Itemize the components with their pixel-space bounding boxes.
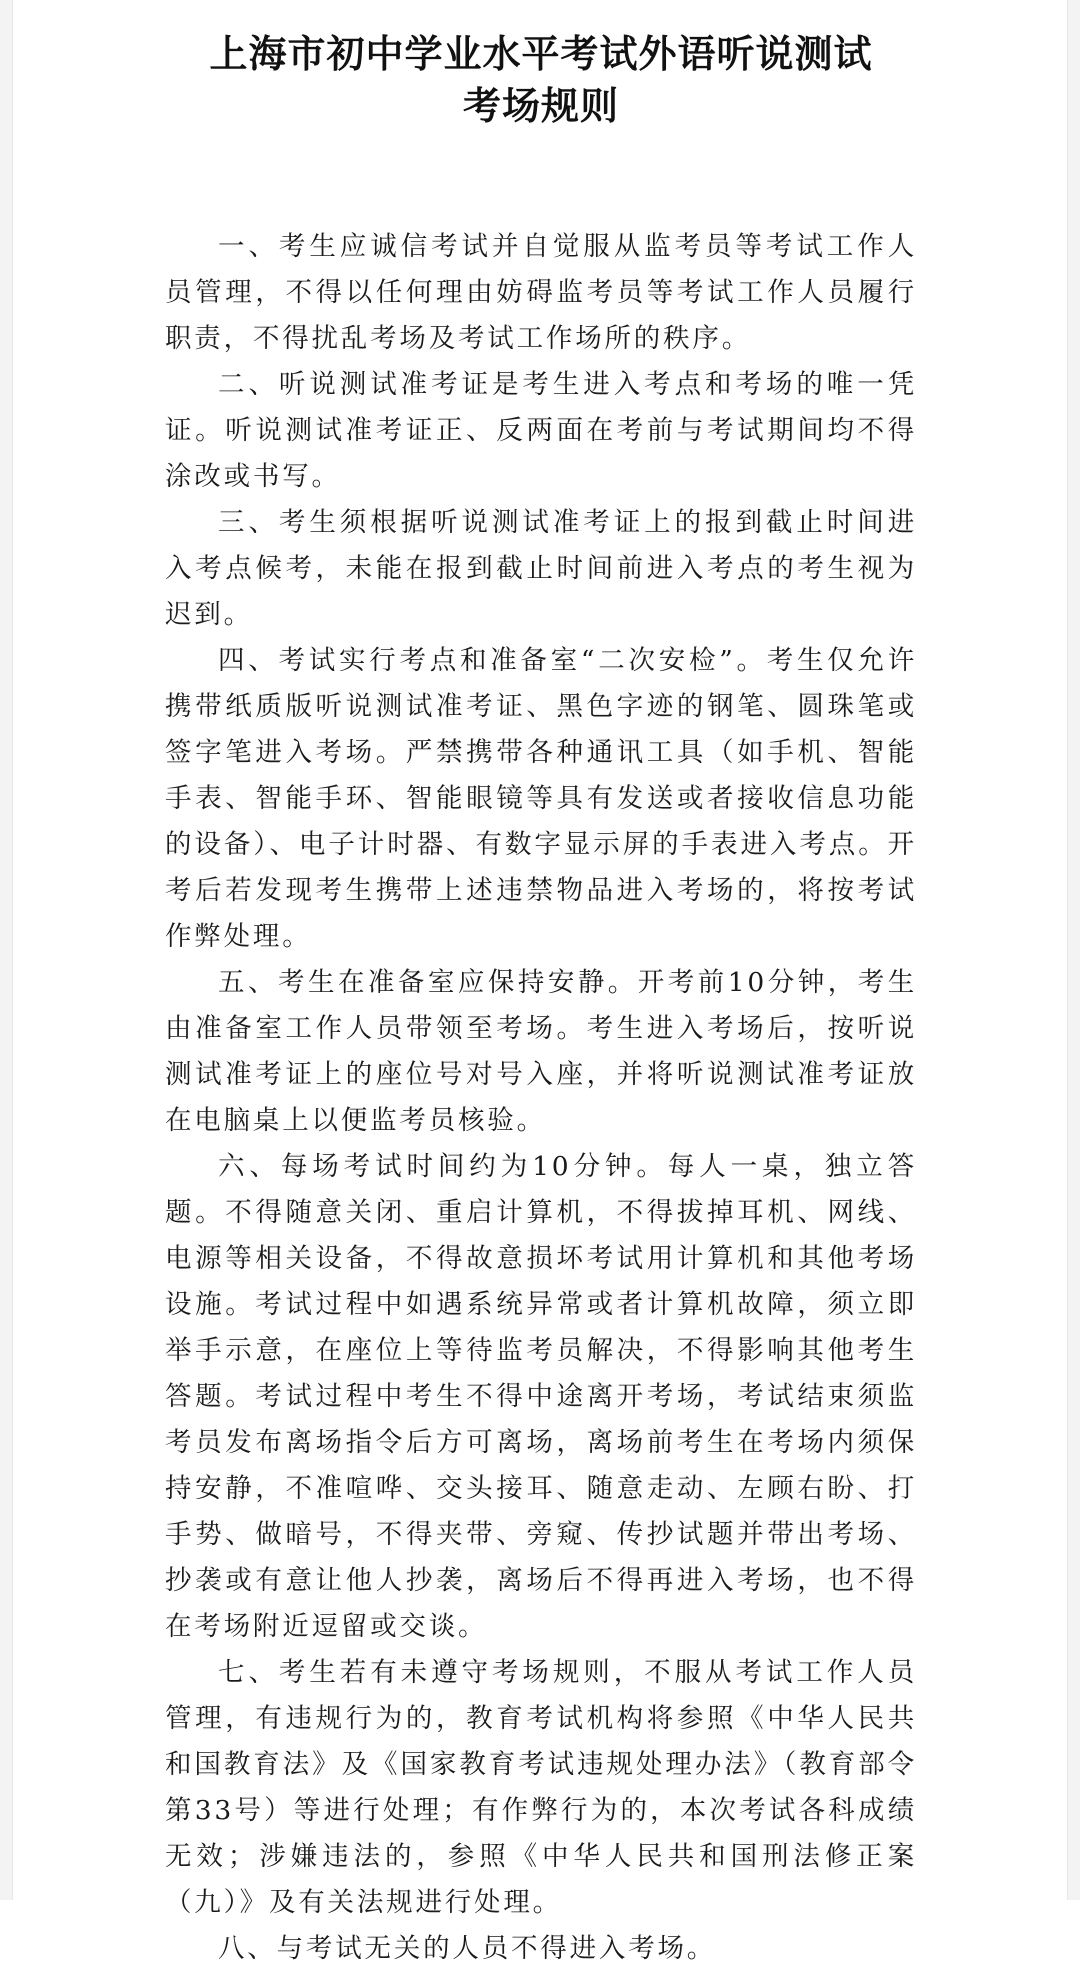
rules-list <box>165 224 917 1972</box>
rule-paragraph-1: 一、考生应诚信考试并自觉服从监考员等考试工作人员管理，不得以任何理由妨碍监考员等考试工作人员履行职责，不得扰乱考场及考试工作场所的秩序。 <box>165 231 917 354</box>
page-left-edge <box>0 0 13 1900</box>
document-title <box>165 28 917 132</box>
title-line-1: 上海市初中学业水平考试外语听说测试 <box>209 32 873 76</box>
rule-paragraph-7: 七、考生若有未遵守考场规则，不服从考试工作人员管理，有违规行为的，教育考试机构将参照《中华人民共和国教育法》及《国家教育考试违规处理办法》（教育部令第33号）等进行处理；有作弊行为的，本次考试各科成绩无效；涉嫌违法的，参照《中华人民共和国刑法修正案（九）》及有关法规进行处理。 <box>165 1657 917 1918</box>
page-right-edge <box>1067 0 1080 1900</box>
rule-paragraph-3: 三、考生须根据听说测试准考证上的报到截止时间进入考点候考，未能在报到截止时间前进入考点的考生视为迟到。 <box>165 507 917 630</box>
rule-paragraph-8: 八、与考试无关的人员不得进入考场。 <box>218 1933 717 1964</box>
document-page <box>165 28 917 1972</box>
rule-paragraph-4: 四、考试实行考点和准备室“二次安检”。考生仅允许携带纸质版听说测试准考证、黑色字迹的钢笔、圆珠笔或签字笔进入考场。严禁携带各种通讯工具（如手机、智能手表、智能手环、智能眼镜等具有发送或者接收信息功能的设备）、电子计时器、有数字显示屏的手表进入考点。开考后若发现考生携带上述违禁物品进入考场的，将按考试作弊处理。 <box>165 645 917 952</box>
rule-paragraph-2: 二、听说测试准考证是考生进入考点和考场的唯一凭证。听说测试准考证正、反两面在考前与考试期间均不得涂改或书写。 <box>165 369 917 492</box>
rule-paragraph-5: 五、考生在准备室应保持安静。开考前10分钟，考生由准备室工作人员带领至考场。考生进入考场后，按听说测试准考证上的座位号对号入座，并将听说测试准考证放在电脑桌上以便监考员核验。 <box>165 967 917 1136</box>
rule-paragraph-6: 六、每场考试时间约为10分钟。每人一桌，独立答题。不得随意关闭、重启计算机，不得拔掉耳机、网线、电源等相关设备，不得故意损坏考试用计算机和其他考场设施。考试过程中如遇系统异常或者计算机故障，须立即举手示意，在座位上等待监考员解决，不得影响其他考生答题。考试过程中考生不得中途离开考场，考试结束须监考员发布离场指令后方可离场，离场前考生在考场内须保持安静，不准喧哗、交头接耳、随意走动、左顾右盼、打手势、做暗号，不得夹带、旁窥、传抄试题并带出考场、抄袭或有意让他人抄袭，离场后不得再进入考场，也不得在考场附近逗留或交谈。 <box>165 1151 917 1642</box>
title-line-2: 考场规则 <box>462 84 619 128</box>
